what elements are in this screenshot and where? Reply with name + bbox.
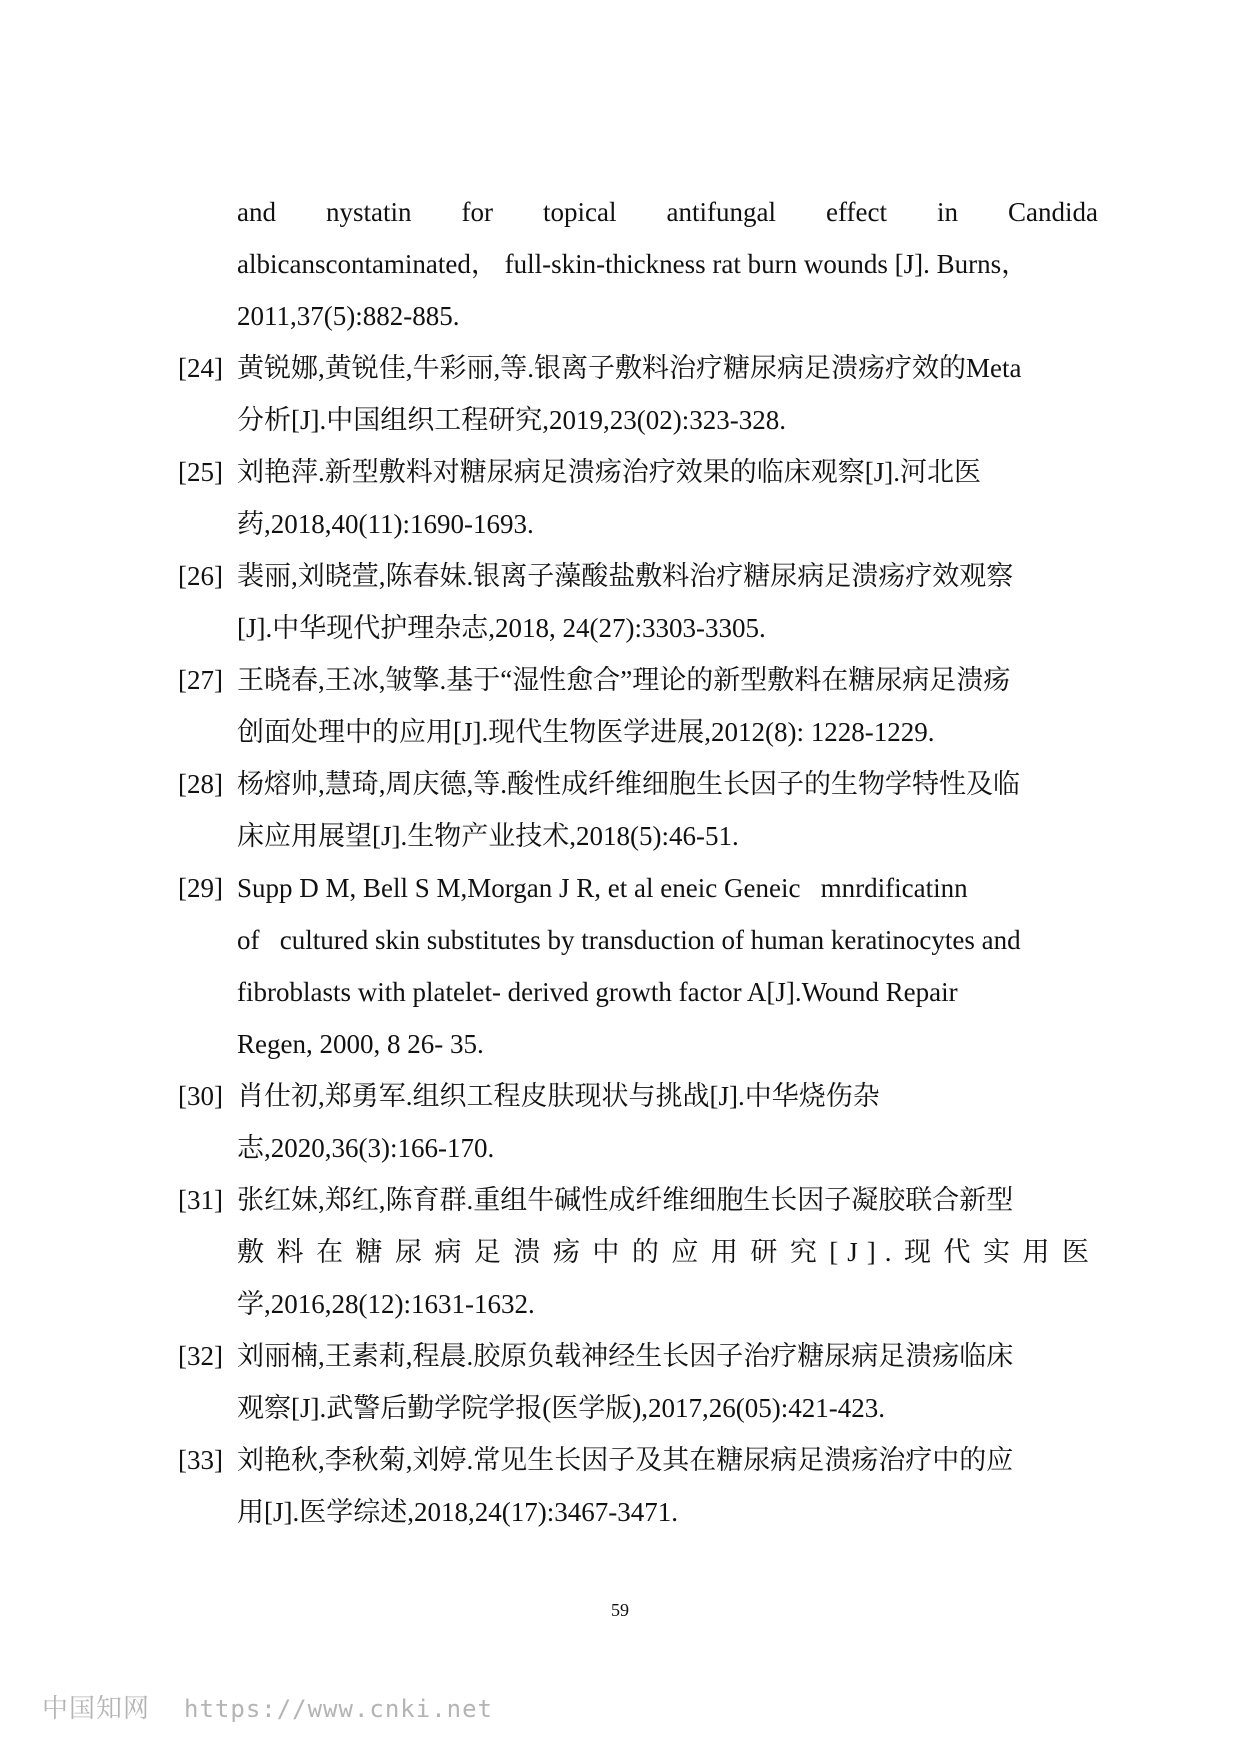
reference-line: 刘艳萍.新型敷料对糖尿病足溃疡治疗效果的临床观察[J].河北医 [237,457,981,487]
reference-line: 学,2016,28(12):1631-1632. [237,1289,535,1319]
reference-first-line [178,1174,1098,1226]
reference-first-line [178,758,1098,810]
reference-entry-30 [178,1070,1098,1174]
reference-number: [26] [178,561,223,591]
reference-continuation [178,186,1098,342]
reference-entry-26 [178,550,1098,654]
reference-first-line [178,1070,1098,1122]
reference-line: [J].中华现代护理杂志,2018, 24(27):3303-3305. [237,613,766,643]
reference-line: 刘艳秋,李秋菊,刘婷.常见生长因子及其在糖尿病足溃疡治疗中的应 [237,1445,1014,1475]
reference-line: 观察[J].武警后勤学院学报(医学版),2017,26(05):421-423. [237,1393,885,1423]
reference-entry-33 [178,1434,1098,1538]
reference-list [178,186,1098,1538]
reference-line: Regen, 2000, 8 26- 35. [237,1029,484,1059]
reference-first-line [178,862,1098,914]
reference-line: 志,2020,36(3):166-170. [237,1133,495,1163]
reference-number: [27] [178,665,223,695]
reference-entry-32 [178,1330,1098,1434]
reference-line: and nystatin for topical antifungal effect in Candida [237,197,1098,227]
reference-entry-31 [178,1174,1098,1330]
reference-line: 肖仕初,郑勇军.组织工程皮肤现状与挑战[J].中华烧伤杂 [237,1081,880,1111]
reference-first-line [178,342,1098,394]
reference-line: 药,2018,40(11):1690-1693. [237,509,534,539]
reference-line: fibroblasts with platelet- derived growth factor A[J].Wound Repair [237,977,958,1007]
reference-line: 分析[J].中国组织工程研究,2019,23(02):323-328. [237,405,786,435]
reference-number: [25] [178,457,223,487]
reference-line: 创面处理中的应用[J].现代生物医学进展,2012(8): 1228-1229. [237,717,935,747]
reference-number: [32] [178,1341,223,1371]
page-number: 59 [611,1600,629,1620]
reference-first-line [178,446,1098,498]
reference-first-line [178,1434,1098,1486]
reference-line: 张红妹,郑红,陈育群.重组牛碱性成纤维细胞生长因子凝胶联合新型 [237,1185,1014,1215]
reference-number: [30] [178,1081,223,1111]
reference-number: [24] [178,353,223,383]
reference-line: 床应用展望[J].生物产业技术,2018(5):46-51. [237,821,739,851]
reference-entry-24 [178,342,1098,446]
reference-first-line [178,1330,1098,1382]
reference-number: [31] [178,1185,223,1215]
reference-line: 2011,37(5):882-885. [237,301,460,331]
reference-first-line [178,654,1098,706]
reference-entry-27 [178,654,1098,758]
reference-line: 用[J].医学综述,2018,24(17):3467-3471. [237,1497,678,1527]
reference-first-line [178,550,1098,602]
reference-line: 裴丽,刘晓萱,陈春妹.银离子藻酸盐敷料治疗糖尿病足溃疡疗效观察 [237,561,1014,591]
watermark-url: https://www.cnki.net [184,1695,493,1723]
watermark [42,1688,493,1725]
reference-line: 黄锐娜,黄锐佳,牛彩丽,等.银离子敷料治疗糖尿病足溃疡疗效的Meta [237,353,1022,383]
reference-number: [29] [178,873,223,903]
reference-line: 刘丽楠,王素莉,程晨.胶原负载神经生长因子治疗糖尿病足溃疡临床 [237,1341,1014,1371]
reference-number: [33] [178,1445,223,1475]
reference-number: [28] [178,769,223,799]
reference-line: of cultured skin substitutes by transduction of human keratinocytes and [237,925,1021,955]
reference-line: 杨熔帅,慧琦,周庆德,等.酸性成纤维细胞生长因子的生物学特性及临 [237,769,1020,799]
reference-line: 王晓春,王冰,皱擎.基于“湿性愈合”理论的新型敷料在糖尿病足溃疡 [237,665,1011,695]
reference-entry-29 [178,862,1098,1070]
reference-entry-28 [178,758,1098,862]
reference-entry-25 [178,446,1098,550]
watermark-brand: 中国知网 [42,1694,151,1724]
reference-line: albicanscontaminated， full-skin-thickness rat burn wounds [J]. Burns， [237,249,1029,279]
reference-line: 敷料在糖尿病足溃疡中的应用研究[J].现代实用医 [237,1237,1098,1267]
reference-line: Supp D M, Bell S M,Morgan J R, et al eneic Geneic mnrdificatinn [237,873,968,903]
